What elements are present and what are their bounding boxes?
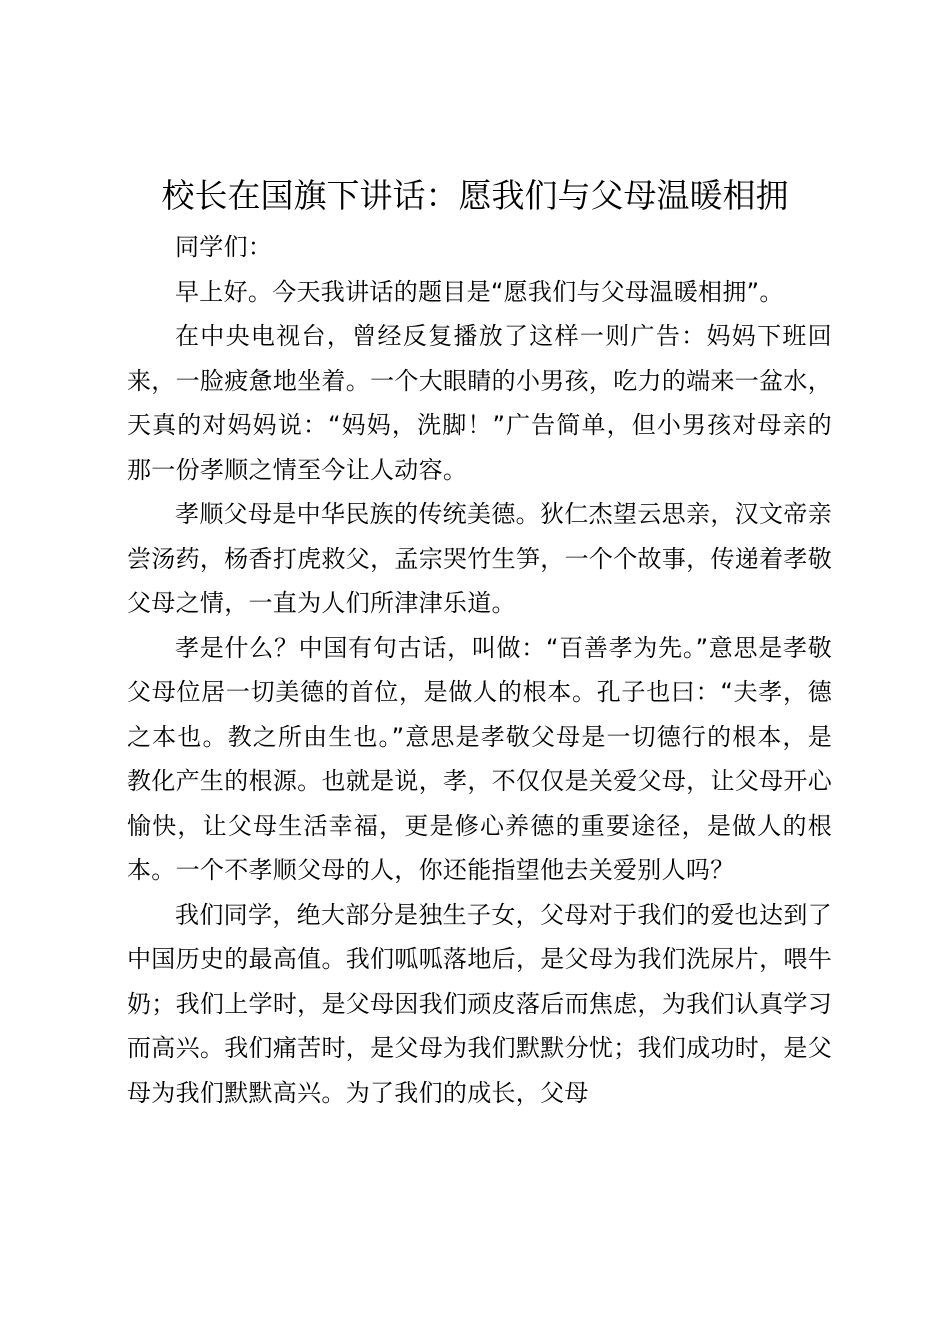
document-title: 校长在国旗下讲话：愿我们与父母温暖相拥 — [161, 176, 789, 215]
paragraph-what-is-filial: 孝是什么？中国有句古话，叫做：“百善孝为先。”意思是孝敬父母位居一切美德的首位，是做人的根本。孔子也曰：“夫孝，德之本也。教之所由生也。”意思是孝敬父母是一切德行的根本，是教化产生的根源。也就是说，孝，不仅仅是关爱父母，让父母开心愉快，让父母生活幸福，更是修心养德的重要途径，是做人的根本。一个不孝顺父母的人，你还能指望他去关爱别人吗？ — [127, 633, 832, 884]
paragraph-advertisement: 在中央电视台，曾经反复播放了这样一则广告：妈妈下班回来，一脸疲惫地坐着。一个大眼睛的小男孩，吃力的端来一盆水，天真的对妈妈说：“妈妈，洗脚！”广告简单，但小男孩对母亲的那一份孝顺之情至今让人动容。 — [127, 322, 832, 484]
paragraph-tradition: 孝顺父母是中华民族的传统美德。狄仁杰望云思亲，汉文帝亲尝汤药，杨香打虎救父，孟宗哭竹生笋，一个个故事，传递着孝敬父母之情，一直为人们所津津乐道。 — [127, 500, 832, 617]
document-body — [127, 225, 832, 1115]
paragraph-greeting: 同学们： — [175, 233, 273, 261]
paragraph-opening: 早上好。今天我讲话的题目是“愿我们与父母温暖相拥”。 — [175, 277, 784, 306]
paragraph-parents-love: 我们同学，绝大部分是独生子女，父母对于我们的爱也达到了中国历史的最高值。我们呱呱落地后，是父母为我们洗尿片，喂牛奶；我们上学时，是父母因我们顽皮落后而焦虑，为我们认真学习而高兴。我们痛苦时，是父母为我们默默分忧；我们成功时，是父母为我们默默高兴。为了我们的成长，父母 — [127, 900, 832, 1107]
